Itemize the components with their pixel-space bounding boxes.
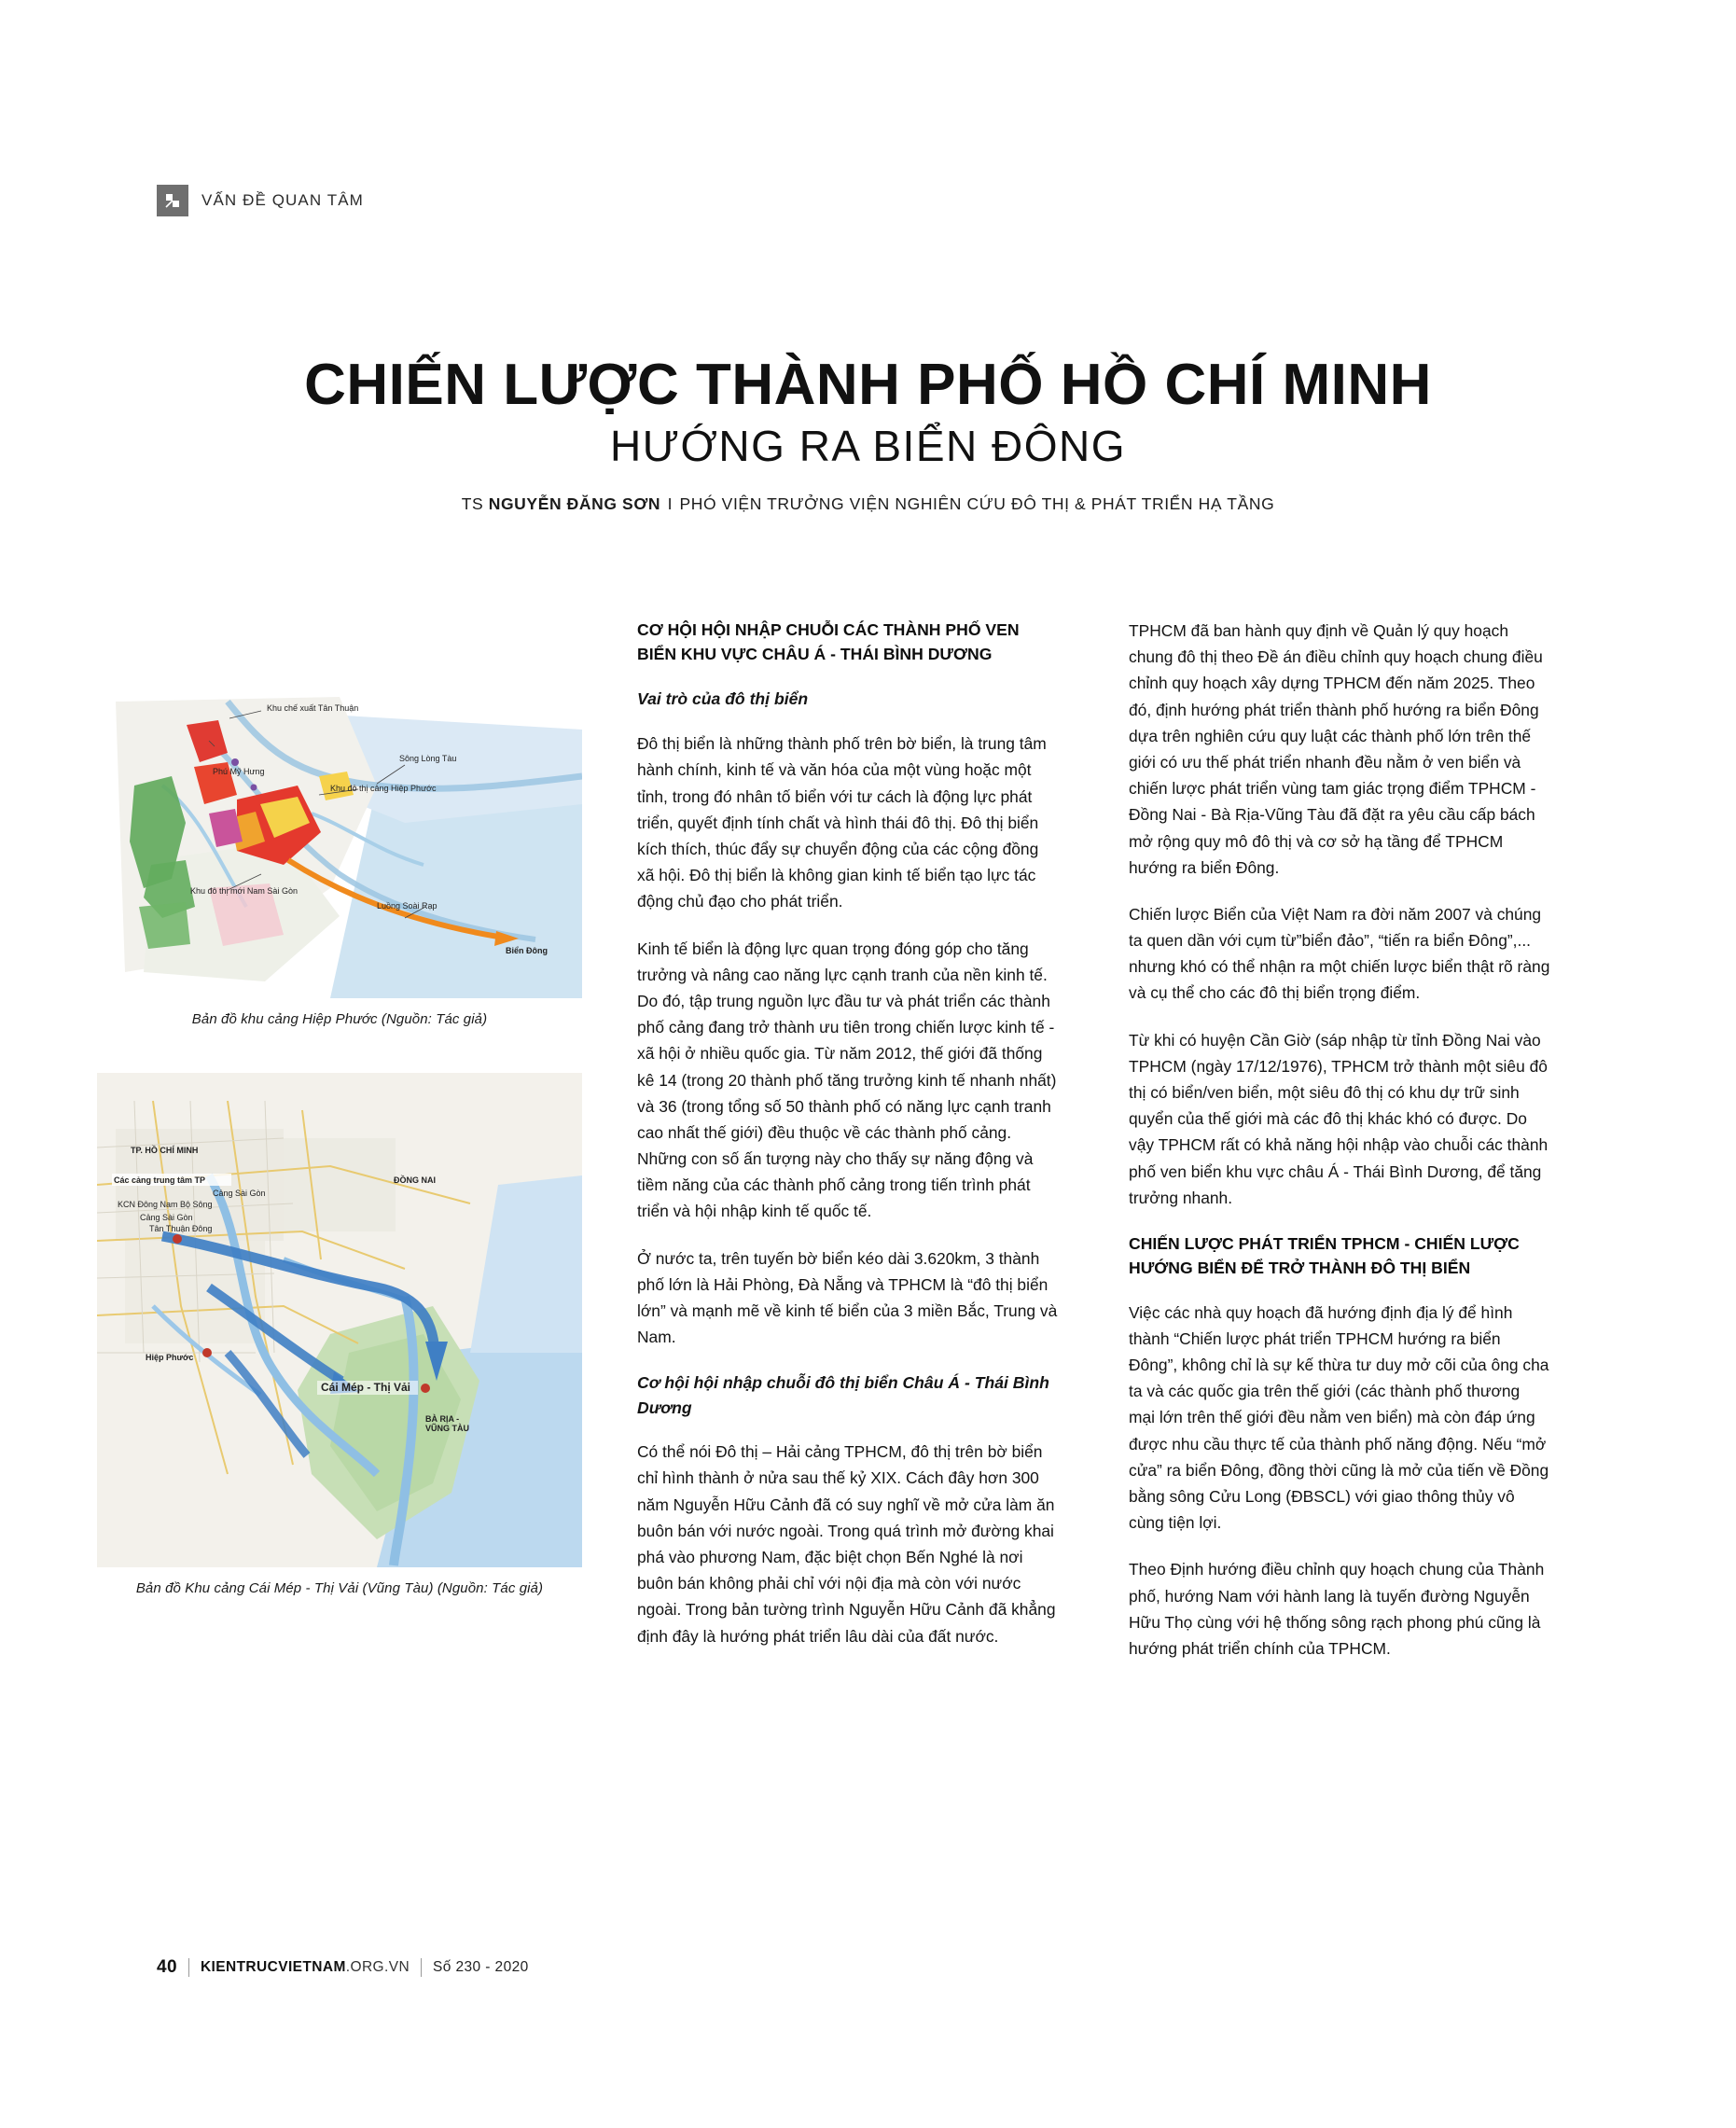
body-column-right — [1129, 618, 1550, 1682]
paragraph-b3: Từ khi có huyện Cần Giờ (sáp nhập từ tỉnh Đồng Nai vào TPHCM (ngày 17/12/1976), TPHCM trở thành một siêu đô thị có biển/ven biển, một siêu đô thị có khu dự trữ sinh quyển của thế giới mà các đô thị khác khó có được. Do vậy TPHCM rất có khả năng hội nhập vào chuỗi các thành phố ven biển khu vực châu Á - Thái Bình Dương, để tăng trưởng nhanh. — [1129, 1030, 1549, 1207]
page-title: CHIẾN LƯỢC THÀNH PHỐ HỒ CHÍ MINH — [304, 353, 1432, 417]
section-label: VẤN ĐỀ QUAN TÂM — [201, 191, 364, 209]
map1-label-bien-dong: Biển Đông — [506, 946, 548, 955]
byline-prefix: TS — [461, 494, 484, 513]
map2-label-tan-thuan-dong: Tân Thuận Đông — [149, 1224, 213, 1233]
paragraph-b2: Chiến lược Biển của Việt Nam ra đời năm 2007 và chúng ta quen dần với cụm từ”biển đảo”, “tiến ra biển Đông”,... nhưng khó có thể nhận ra một chiến lược biển thật rõ ràng và cụ thể cho các đô thị biển trọng điểm. — [1129, 904, 1550, 1003]
map1-label-song-long-tau: Sông Lòng Tàu — [399, 754, 457, 763]
byline-separator: I — [667, 494, 674, 513]
subheading-2: Cơ hội hội nhập chuỗi đô thị biển Châu Á - Thái Bình Dương — [637, 1373, 1049, 1417]
figure-2-caption: Bản đồ Khu cảng Cái Mép - Thị Vải (Vũng Tàu) (Nguồn: Tác giả) — [135, 1580, 544, 1596]
map1-label-nam-sai-gon: Khu đô thị mới Nam Sài Gòn — [190, 886, 298, 896]
figure-1-caption: Bản đồ khu cảng Hiệp Phước (Nguồn: Tác giả) — [191, 1011, 488, 1027]
map1-label-tan-thuan: Khu chế xuất Tân Thuận — [267, 703, 359, 713]
footer-brand-domain: .ORG.VN — [345, 1959, 410, 1975]
page-footer — [157, 1957, 529, 1978]
title-block — [0, 355, 1736, 514]
section-heading-1: CƠ HỘI HỘI NHẬP CHUỖI CÁC THÀNH PHỐ VEN BIỂN KHU VỰC CHÂU Á - THÁI BÌNH DƯƠNG — [637, 620, 1020, 664]
paragraph-b4: Việc các nhà quy hoạch đã hướng định địa lý để hình thành “Chiến lược phát triển TPHCM hướng ra biển Đông”, không chỉ là sự kế thừa tư duy mở cõi của ông cha ta và các quốc gia trên thế giới (các thành phố thương mại lớn trên thế giới đều nằm ven biển) mà còn đáp ứng được nhu cầu thực tế của thành phố năng động. Nếu “mở cửa” ra biển Đông, đồng thời cũng là mở của tiến về Đồng bằng sông Cửu Long (ĐBSCL) với giao thông thủy vô cùng tiện lợi. — [1129, 1302, 1549, 1533]
figure-cai-mep-thi-vai-map — [97, 1073, 582, 1596]
footer-issue: Số 230 - 2020 — [433, 1959, 529, 1975]
map2-label-hiep-phuoc: Hiệp Phước — [146, 1353, 194, 1362]
map-image-2 — [97, 1073, 582, 1567]
map2-label-kcn-dong-nam: KCN Đông Nam Bộ Sông — [118, 1200, 213, 1209]
map2-label-cang-sai-gon: Cảng Sài Gòn — [213, 1189, 266, 1198]
paragraph-a4: Có thể nói Đô thị – Hải cảng TPHCM, đô thị trên bờ biển chỉ hình thành ở nửa sau thế kỷ XIX. Cách đây hơn 300 năm Nguyễn Hữu Cảnh đã có suy nghĩ về mở cửa làm ăn buôn bán với nước ngoài. Trong quá trình mở đường khai phá vào phương Nam, đặc biệt chọn Bến Nghé là nơi buôn bán không phải chỉ với nội địa mà còn với nước ngoài. Trong bản tường trình Nguyễn Hữu Cảnh đã khẳng định đây là hướng phát triển lâu dài của đất nước. — [637, 1442, 1056, 1646]
page-number: 40 — [157, 1957, 177, 1977]
paragraph-b5: Theo Định hướng điều chỉnh quy hoạch chung của Thành phố, hướng Nam với hành lang là tuyến đường Nguyễn Hữu Thọ cùng với hệ thống sông rạch phong phú cũng là hướng phát triển chính của TPHCM. — [1129, 1560, 1545, 1658]
map2-label-cai-mep-thi-vai: Cái Mép - Thị Vải — [321, 1381, 411, 1394]
footer-brand-bold: KIENTRUCVIETNAM — [200, 1959, 346, 1975]
map1-label-phu-my-hung: Phú Mỹ Hưng — [213, 767, 265, 776]
magazine-mark-icon — [157, 185, 188, 216]
paragraph-a3: Ở nước ta, trên tuyến bờ biển kéo dài 3.620km, 3 thành phố lớn là Hải Phòng, Đà Nẵng và TPHCM là “đô thị biển lớn” và mạnh mẽ về kinh tế biển của 3 miền Bắc, Trung và Nam. — [637, 1248, 1058, 1347]
map2-label-ba-ria-vung-tau: BÀ RỊA - VŨNG TÀU — [425, 1414, 469, 1433]
byline — [0, 494, 1736, 514]
map2-label-cang-trung-tam: Các cảng trung tâm TP — [114, 1175, 206, 1185]
map1-label-hiep-phuoc: Khu đô thị cảng Hiệp Phước — [330, 784, 437, 793]
map-image-1 — [97, 674, 582, 998]
footer-divider-2 — [421, 1958, 422, 1977]
page-subtitle: HƯỚNG RA BIỂN ĐÔNG — [609, 422, 1126, 471]
map2-label-tphcm: TP. HỒ CHÍ MINH — [131, 1146, 199, 1155]
map1-label-luong-soai-rap: Luồng Soài Rạp — [377, 901, 437, 911]
section-heading-2: CHIẾN LƯỢC PHÁT TRIỂN TPHCM - CHIẾN LƯỢC HƯỚNG BIỂN ĐỂ TRỞ THÀNH ĐÔ THỊ BIỂN — [1129, 1233, 1520, 1278]
footer-brand — [201, 1959, 410, 1976]
body-column-left — [637, 618, 1059, 1670]
footer-divider-1 — [188, 1958, 189, 1977]
byline-author: NGUYỄN ĐĂNG SƠN — [488, 494, 661, 513]
page-header — [157, 185, 364, 216]
byline-role: PHÓ VIỆN TRƯỞNG VIỆN NGHIÊN CỨU ĐÔ THỊ & PHÁT TRIỂN HẠ TẦNG — [679, 494, 1275, 513]
map2-label-cang-sai-gon-2: Cảng Sài Gòn — [140, 1213, 193, 1222]
paragraph-a2: Kinh tế biển là động lực quan trọng đóng góp cho tăng trưởng và nâng cao năng lực cạnh tranh của nền kinh tế. Do đó, tập trung nguồn lực đầu tư và phát triển các thành phố cảng đang trở thành ưu tiên trong chiến lược kinh tế - xã hội ở nhiều quốc gia. Từ năm 2012, thế giới đã thống kê 14 (trong 20 thành phố tăng trưởng kinh tế nhanh nhất) và 36 (trong tổng số 50 thành phố có năng lực cạnh tranh cao nhất thế giới) đều thuộc về các thành phố cảng. Những con số ấn tượng này cho thấy sự năng động và tiềm năng của các thành phố cảng trong tiến trình phát triển và hội nhập kinh tế quốc tế. — [637, 939, 1057, 1221]
figure-hiep-phuoc-port-map — [97, 674, 582, 1027]
map2-label-dong-nai: ĐỒNG NAI — [394, 1175, 436, 1185]
paragraph-a1: Đô thị biển là những thành phố trên bờ biển, là trung tâm hành chính, kinh tế và văn hóa của một vùng hoặc một tỉnh, trong đó nhân tố biển với tư cách là động lực phát triển, quyết định tính chất và hình thái đô thị. Đô thị biển kích thích, thúc đẩy sự chuyển động của các cộng đồng xã hội. Đô thị biển là không gian kinh tế biển tạo lực tác động chủ đạo cho phát triển. — [637, 734, 1047, 911]
subheading-1: Vai trò của đô thị biển — [637, 688, 809, 708]
paragraph-b1: TPHCM đã ban hành quy định về Quản lý quy hoạch chung đô thị theo Đề án điều chỉnh quy hoạch chung điều chỉnh quy hoạch xây dựng TPHCM đến năm 2025. Theo đó, định hướng phát triển thành phố hướng ra biển Đông dựa trên nghiên cứu quy luật các thành phố lớn trên thế giới có ưu thế phát triển nhanh đều nằm ở ven biển và chiến lược phát triển vùng tam giác trọng điểm TPHCM - Đồng Nai - Bà Rịa-Vũng Tàu đã đặt ra yêu cầu cấp bách mở rộng quy mô đô thị và cơ sở hạ tầng để TPHCM hướng ra biển Đông. — [1129, 621, 1543, 877]
